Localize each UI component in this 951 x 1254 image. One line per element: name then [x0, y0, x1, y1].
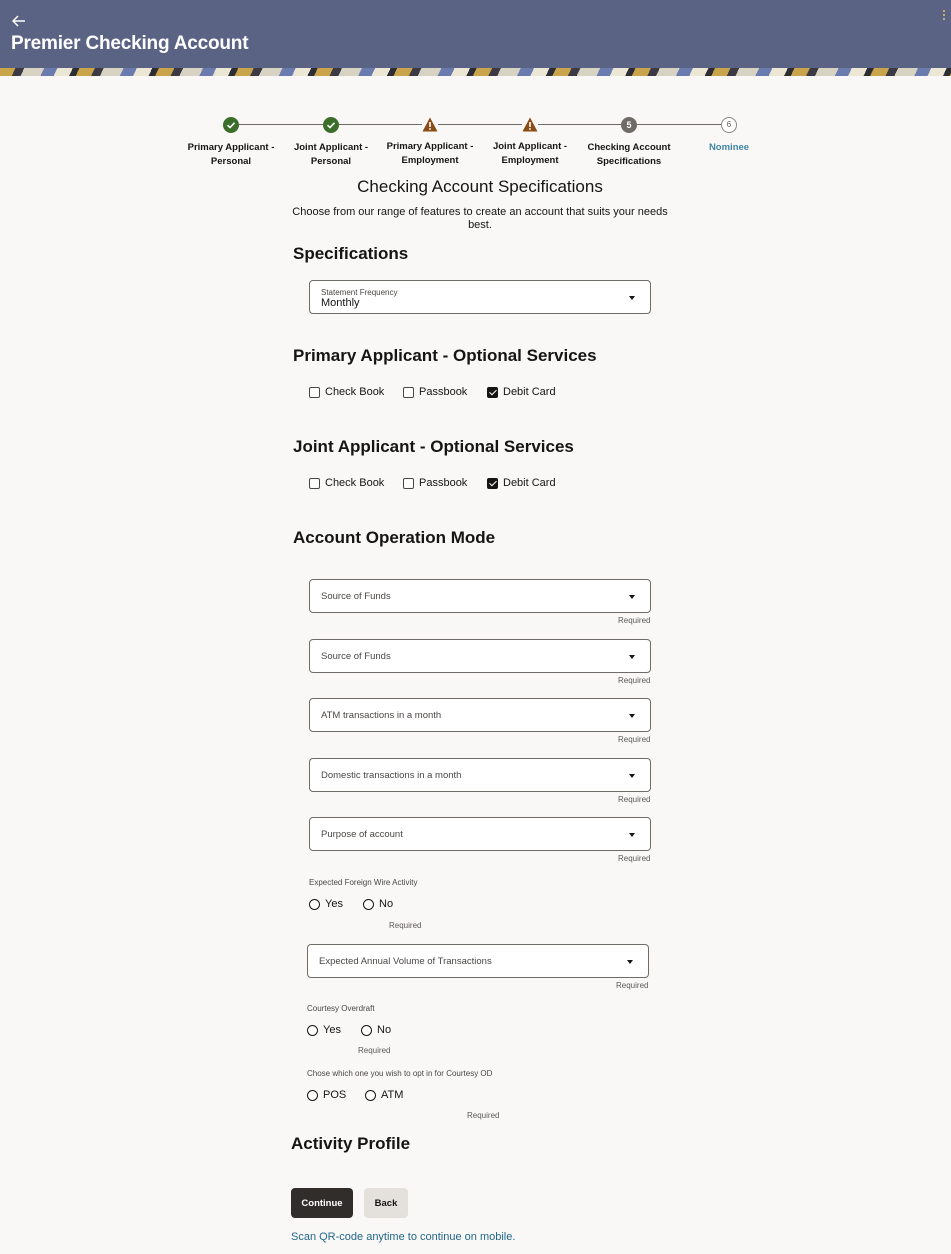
required-hint: Required — [618, 735, 651, 744]
step-number-badge: 6 — [721, 117, 737, 133]
operation-mode-title: Account Operation Mode — [293, 528, 496, 547]
section-heading: Checking Account Specifications — [357, 177, 603, 196]
source-of-funds-select-2[interactable]: Source of Funds — [309, 639, 651, 673]
back-button[interactable]: Back — [364, 1188, 408, 1218]
atm-transactions-select[interactable]: ATM transactions in a month — [309, 698, 651, 732]
warning-icon — [422, 117, 438, 132]
domestic-transactions-select[interactable]: Domestic transactions in a month — [309, 758, 651, 792]
step-checking-specifications[interactable]: 5 Checking Account Specifications — [579, 117, 679, 169]
progress-stepper — [181, 114, 781, 174]
decorative-banner — [0, 68, 951, 76]
continue-button[interactable]: Continue — [291, 1188, 353, 1218]
specifications-title: Specifications — [293, 244, 409, 263]
required-hint: Required — [618, 854, 651, 863]
primary-checkbook-option[interactable]: Check Book — [309, 384, 384, 400]
caret-down-icon — [629, 655, 635, 659]
caret-down-icon — [629, 296, 635, 300]
radio-button[interactable] — [307, 1025, 318, 1036]
checkbox-checked[interactable] — [487, 387, 498, 398]
courtesy-overdraft-yes-option[interactable]: Yes — [307, 1022, 341, 1038]
required-hint: Required — [618, 676, 651, 685]
required-hint: Required — [467, 1111, 500, 1120]
checkbox[interactable] — [309, 478, 320, 489]
check-icon — [323, 117, 339, 133]
caret-down-icon — [629, 833, 635, 837]
step-number-badge: 5 — [621, 117, 637, 133]
caret-down-icon — [629, 774, 635, 778]
app-header — [0, 0, 951, 68]
foreign-wire-yes-option[interactable]: Yes — [309, 896, 343, 912]
qr-code-link[interactable]: Scan QR-code anytime to continue on mobile. — [291, 1231, 516, 1243]
warning-icon — [522, 117, 538, 132]
radio-button[interactable] — [361, 1025, 372, 1036]
checkbox[interactable] — [403, 478, 414, 489]
step-joint-employment[interactable]: Joint Applicant - Employment — [480, 117, 580, 168]
check-icon — [223, 117, 239, 133]
courtesy-overdraft-label: Courtesy Overdraft — [307, 1004, 375, 1013]
step-nominee[interactable]: 6 Nominee — [679, 117, 779, 155]
checkbox[interactable] — [403, 387, 414, 398]
page-title: Premier Checking Account — [11, 33, 249, 54]
foreign-wire-label: Expected Foreign Wire Activity — [309, 878, 418, 887]
source-of-funds-select[interactable]: Source of Funds — [309, 579, 651, 613]
required-hint: Required — [618, 616, 651, 625]
required-hint: Required — [616, 981, 649, 990]
required-hint: Required — [618, 795, 651, 804]
joint-services-title: Joint Applicant - Optional Services — [293, 437, 574, 456]
foreign-wire-no-option[interactable]: No — [363, 896, 393, 912]
checkbox-checked[interactable] — [487, 478, 498, 489]
caret-down-icon — [629, 595, 635, 599]
primary-services-title: Primary Applicant - Optional Services — [293, 346, 597, 365]
caret-down-icon — [627, 960, 633, 964]
activity-profile-title: Activity Profile — [291, 1134, 411, 1153]
courtesy-od-opt-label: Chose which one you wish to opt in for Courtesy OD — [307, 1069, 493, 1078]
caret-down-icon — [629, 714, 635, 718]
annual-volume-select[interactable]: Expected Annual Volume of Transactions — [307, 944, 649, 978]
purpose-of-account-select[interactable]: Purpose of account — [309, 817, 651, 851]
courtesy-overdraft-no-option[interactable]: No — [361, 1022, 391, 1038]
radio-button[interactable] — [363, 899, 374, 910]
courtesy-od-pos-option[interactable]: POS — [307, 1087, 346, 1103]
courtesy-od-atm-option[interactable]: ATM — [365, 1087, 403, 1103]
required-hint: Required — [389, 921, 422, 930]
step-primary-personal[interactable]: Primary Applicant - Personal — [181, 117, 281, 169]
arrow-left-icon[interactable] — [12, 10, 34, 32]
joint-debit-card-option[interactable]: Debit Card — [487, 475, 556, 491]
step-joint-personal[interactable]: Joint Applicant - Personal — [281, 117, 381, 169]
primary-passbook-option[interactable]: Passbook — [403, 384, 467, 400]
radio-button[interactable] — [307, 1090, 318, 1101]
radio-button[interactable] — [309, 899, 320, 910]
section-description: Choose from our range of features to create an account that suits your needs best. — [292, 206, 668, 231]
joint-checkbook-option[interactable]: Check Book — [309, 475, 384, 491]
radio-button[interactable] — [365, 1090, 376, 1101]
checkbox[interactable] — [309, 387, 320, 398]
primary-debit-card-option[interactable]: Debit Card — [487, 384, 556, 400]
kebab-menu-icon[interactable] — [941, 10, 947, 26]
statement-frequency-select[interactable]: Statement Frequency Monthly — [309, 280, 651, 314]
required-hint: Required — [358, 1046, 391, 1055]
joint-passbook-option[interactable]: Passbook — [403, 475, 467, 491]
step-primary-employment[interactable]: Primary Applicant - Employment — [380, 117, 480, 168]
